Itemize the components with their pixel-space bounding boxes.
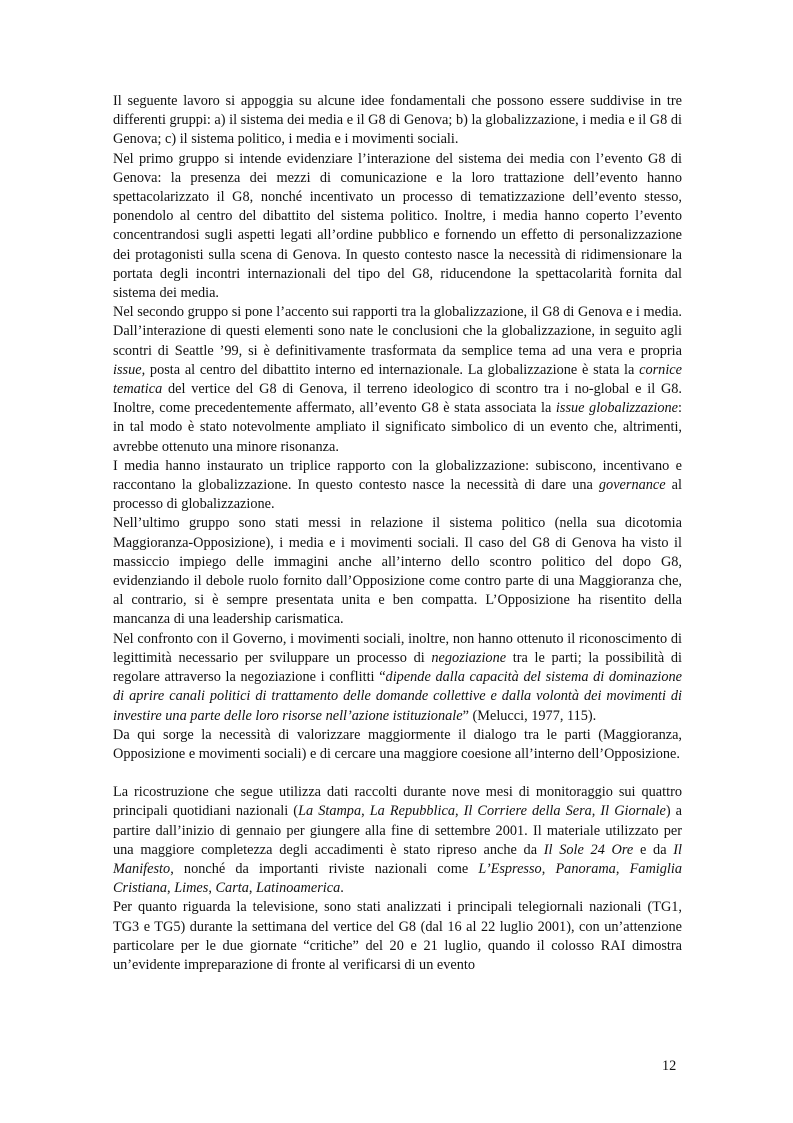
paragraph-dialogue: Da qui sorge la necessità di valorizzare maggiormente il dialogo tra le parti (Maggioranza, Opposizione e movimenti sociali) e di cercare una maggiore coesione all’interno dell’Opposizione.	[113, 726, 682, 762]
document-body	[113, 92, 682, 975]
paragraph-intro: Il seguente lavoro si appoggia su alcune idee fondamentali che possono essere suddivise in tre differenti gruppi: a) il sistema dei media e il G8 di Genova; b) la globalizzazione, i media e il G8 di Genova; c) il sistema politico, i media e i movimenti sociali.	[113, 93, 682, 148]
page-number: 12	[662, 1058, 677, 1074]
paragraph-first-group: Nel primo gruppo si intende evidenziare l’interazione del sistema dei media con l’evento G8 di Genova: la presenza dei mezzi di comunicazione e la loro trattazione dell’evento hanno spettacolarizzato il G8, nonché incentivato un processo di tematizzazione dell’evento stesso, ponendolo al centro del dibattito del sistema politico. Inoltre, i media hanno coperto l’evento concentrandosi sugli aspetti legati all’ordine pubblico e fornendo un effetto di personalizzazione dei protagonisti sulla scena di Genova. In questo contesto nasce la necessità di ridimensionare la portata degli incontri internazionali del tipo del G8, riducendone la spettacolarità fornita dal sistema dei media.	[113, 150, 682, 302]
paragraph-media-globalization: I media hanno instaurato un triplice rapporto con la globalizzazione: subiscono, incentivano e raccontano la globalizzazione. In questo contesto nasce la necessità di dare una governance al processo di globalizzazione.	[113, 457, 682, 513]
paragraph-third-group: Nell’ultimo gruppo sono stati messi in relazione il sistema politico (nella sua dicotomia Maggioranza-Opposizione), i media e i movimenti sociali. Il caso del G8 di Genova ha visto il massiccio impiego delle immagini anche all’interno dello scontro politico del dopo G8, evidenziando il debole ruolo fornito dall’Opposizione come contro parte di una Maggioranza che, al contrario, si è sempre presentata unita e ben compatta. L’Opposizione ha risentito della mancanza di una leadership carismatica.	[113, 515, 682, 628]
paragraph-sources: La ricostruzione che segue utilizza dati raccolti durante nove mesi di monitoraggio sui quattro principali quotidiani nazionali (La Stampa, La Repubblica, Il Corriere della Sera, Il Giornale) a partire dall’inizio di gennaio per giungere alla fine di settembre 2001. Il materiale utilizzato per una maggiore completezza degli accadimenti è stato ripreso anche da Il Sole 24 Ore e da Il Manifesto, nonché da importanti riviste nazionali come L’Espresso, Panorama, Famiglia Cristiana, Limes, Carta, Latinoamerica.	[113, 784, 682, 897]
paragraph-second-group: Nel secondo gruppo si pone l’accento sui rapporti tra la globalizzazione, il G8 di Genova e i media. Dall’interazione di questi elementi sono nate le conclusioni che la globalizzazione, in seguito agli scontri di Seattle ’99, si è definitivamente trasformata da semplice tema ad una vera e propria issue, posta al centro del dibattito interno ed internazionale. La globalizzazione è stata la cornice tematica del vertice del G8 di Genova, il terreno ideologico di scontro tra i no-global e il G8. Inoltre, come precedentemente affermato, all’evento G8 è stata associata la issue globalizzazione: in tal modo è stato notevolmente ampliato il significato simbolico di un evento che, altrimenti, avrebbe ottenuto una minore risonanza.	[113, 304, 682, 455]
paragraph-negotiation: Nel confronto con il Governo, i movimenti sociali, inoltre, non hanno ottenuto il riconoscimento di legittimità necessario per sviluppare un processo di negoziazione tra le parti; la possibilità di regolare attraverso la negoziazione i conflitti “dipende dalla capacità del sistema di dominazione di aprire canali politici di trattamento delle domande collettive e dalla volontà dei movimenti di investire una parte delle loro risorse nell’azione istituzionale” (Melucci, 1977, 115).	[113, 630, 683, 724]
paragraph-spacer	[113, 764, 682, 783]
paragraph-television: Per quanto riguarda la televisione, sono stati analizzati i principali telegiornali nazionali (TG1, TG3 e TG5) durante la settimana del vertice del G8 (dal 16 al 22 luglio 2001), con un’attenzione particolare per le due giornate “critiche” del 20 e 21 luglio, quando il colosso RAI dimostra un’evidente impreparazione di fronte al verificarsi di un evento	[113, 899, 682, 973]
